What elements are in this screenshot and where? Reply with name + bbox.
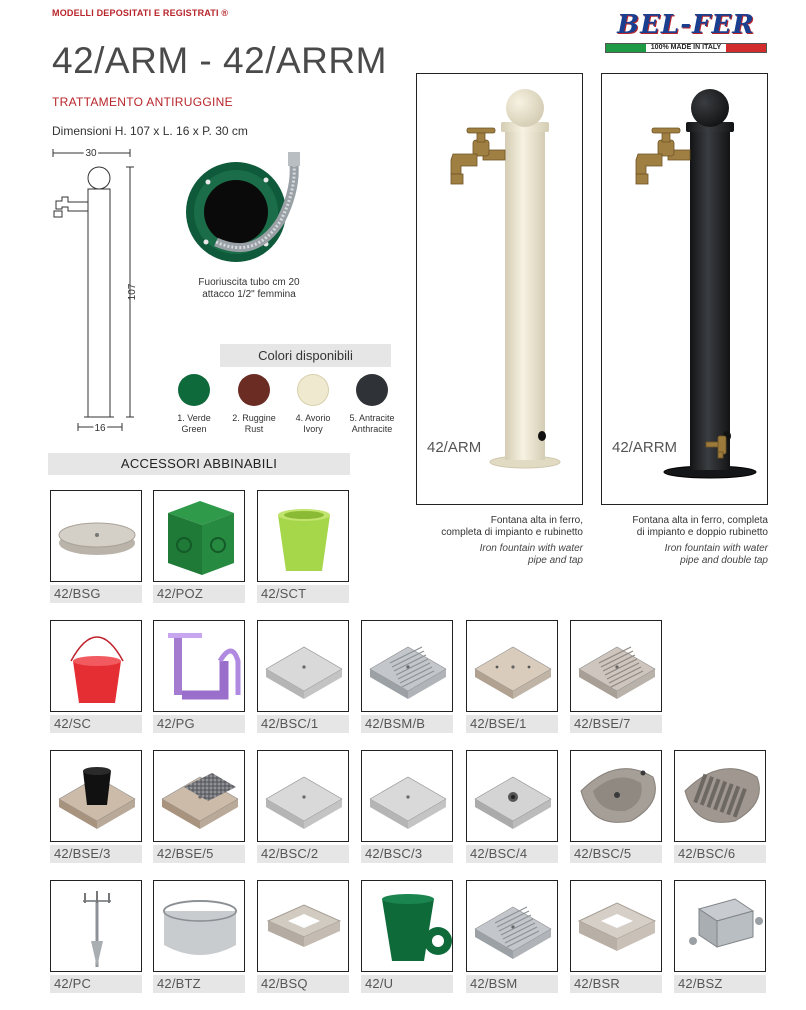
accessory-image [258,491,349,581]
color-label [342,413,402,435]
accessory-code: 42/BSZ [674,975,766,993]
accessory-code: 42/BSC/4 [466,845,558,863]
fountain-caption-line: completa di impianto e rubinetto [441,527,583,538]
accessory-code: 42/BTZ [153,975,245,993]
hose-caption-line2: attacco 1/2" femmina [202,289,296,300]
accessory-image [258,621,349,711]
accessory-image [467,881,558,971]
color-name-it: 5. Antracite [349,413,395,423]
accessory-image [51,491,142,581]
fountain-panel [601,73,768,505]
accessory-code: 42/BSC/5 [570,845,662,863]
color-swatch[interactable] [356,374,388,406]
color-name-en: Rust [244,424,264,434]
accessory-code: 42/BSM [466,975,558,993]
accessory-code: 42/POZ [153,585,245,603]
fountain-caption-line: pipe and double tap [680,555,768,566]
accessory-tile[interactable] [570,620,662,712]
brand-name: BEL-FER [617,10,755,40]
fountain-caption-line: Fontana alta in ferro, [490,515,583,526]
accessory-code: 42/BSE/5 [153,845,245,863]
drawing-width-label: 30 [85,148,97,159]
accessory-code: 42/BSC/6 [674,845,766,863]
accessory-image [467,621,558,711]
accessory-image [571,881,662,971]
hose-caption [174,277,324,301]
accessory-tile[interactable] [466,620,558,712]
accessory-image [51,621,142,711]
accessory-image [258,751,349,841]
color-swatch[interactable] [297,374,329,406]
accessory-image [362,881,453,971]
accessory-code: 42/BSC/3 [361,845,453,863]
color-name-en: Green [181,424,207,434]
accessory-code: 42/BSQ [257,975,349,993]
fountain-caption-line: Fontana alta in ferro, completa [632,515,768,526]
accessory-code: 42/PG [153,715,245,733]
color-swatch[interactable] [178,374,210,406]
accessory-code: 42/U [361,975,453,993]
fountain-caption [581,515,768,567]
accessory-tile[interactable] [50,880,142,972]
accessories-heading: ACCESSORI ABBINABILI [48,453,350,475]
accessory-image [154,621,245,711]
fountain-panel [416,73,583,505]
drawing-height-label: 107 [127,283,138,301]
fountain-caption-line: Iron fountain with water [479,543,583,554]
accessory-image [675,751,766,841]
registered-notice: MODELLI DEPOSITATI E REGISTRATI ® [52,8,229,18]
page-title: 42/ARM - 42/ARRM [52,40,387,81]
color-name-it: 2. Ruggine [232,413,276,423]
italy-flag-banner [605,43,767,53]
accessory-code: 42/BSC/1 [257,715,349,733]
accessory-image [675,881,766,971]
treatment-subtitle: TRATTAMENTO ANTIRUGGINE [52,95,233,109]
accessory-tile[interactable] [466,880,558,972]
accessory-tile[interactable] [570,750,662,842]
made-in-italy-label: 100% MADE IN ITALY [646,44,726,52]
accessory-tile[interactable] [257,490,349,582]
color-name-en: Ivory [303,424,323,434]
accessory-tile[interactable] [153,620,245,712]
accessory-tile[interactable] [674,880,766,972]
accessory-image [154,491,245,581]
accessory-code: 42/BSG [50,585,142,603]
technical-drawing [48,145,148,435]
accessory-image [571,751,662,841]
accessory-tile[interactable] [674,750,766,842]
accessory-tile[interactable] [153,880,245,972]
accessory-image [258,881,349,971]
accessory-code: 42/PC [50,975,142,993]
accessory-image [154,881,245,971]
hose-caption-line1: Fuoriuscita tubo cm 20 [198,277,300,288]
accessory-tile[interactable] [466,750,558,842]
accessory-code: 42/BSE/1 [466,715,558,733]
accessory-code: 42/BSR [570,975,662,993]
accessory-tile[interactable] [361,620,453,712]
dimensions-text: Dimensioni H. 107 x L. 16 x P. 30 cm [52,124,248,138]
accessory-tile[interactable] [153,490,245,582]
accessory-image [467,751,558,841]
color-label [224,413,284,435]
color-label [164,413,224,435]
accessory-tile[interactable] [153,750,245,842]
fountain-caption-line: Iron fountain with water [664,543,768,554]
color-label [283,413,343,435]
fountain-caption-line: pipe and tap [527,555,583,566]
hose-fitting-image [186,150,316,270]
colors-heading: Colori disponibili [220,344,391,367]
fountain-caption [396,515,583,567]
accessory-tile[interactable] [361,880,453,972]
fountain-code: 42/ARRM [612,439,678,456]
color-name-en: Anthracite [351,424,393,434]
accessory-tile[interactable] [50,750,142,842]
accessory-tile[interactable] [50,620,142,712]
accessory-tile[interactable] [257,880,349,972]
color-name-it: 4. Avorio [295,413,331,423]
accessory-code: 42/BSC/2 [257,845,349,863]
accessory-tile[interactable] [257,750,349,842]
accessory-image [362,751,453,841]
accessory-tile[interactable] [50,490,142,582]
color-name-it: 1. Verde [177,413,211,423]
accessory-tile[interactable] [570,880,662,972]
accessory-tile[interactable] [257,620,349,712]
drawing-depth-label: 16 [94,423,106,434]
accessory-image [51,751,142,841]
fountain-code: 42/ARM [427,439,482,456]
accessory-code: 42/BSM/B [361,715,453,733]
accessory-code: 42/SC [50,715,142,733]
accessory-code: 42/BSE/7 [570,715,662,733]
accessory-code: 42/SCT [257,585,349,603]
color-swatch[interactable] [238,374,270,406]
accessory-image [51,881,142,971]
brand-logo [605,10,767,56]
accessory-tile[interactable] [361,750,453,842]
fountain-caption-line: di impianto e doppio rubinetto [636,527,768,538]
accessory-code: 42/BSE/3 [50,845,142,863]
accessory-image [154,751,245,841]
accessory-image [571,621,662,711]
accessory-image [362,621,453,711]
